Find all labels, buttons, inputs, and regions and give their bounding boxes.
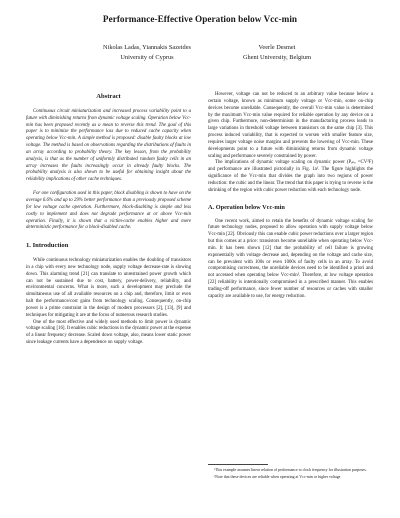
author-affiliation: University of Cyprus — [120, 54, 174, 61]
body-paragraph: One recent work, aimed to retain the benefits of dynamic voltage scaling for future technology nodes, proposed to allow operation with supply voltage below Vcc-min [22]. Obviously this can enable cubic power reductions over a larger region but this comes at a price: transistors become unreliable when operating below Vcc-min. It has been shown [12] that the probability of cell failure is growing exponentially with voltage decrease and, depending on the voltage and cache size, can be prevalent with 100s or even 1000s of faulty cells in an array. To avoid compromising correctness, the unreliable devices need to be identified a priori and not accessed when operating below Vcc-min². Therefore, at low voltage operation [22] reliability is intentionally compromised in a prescribed manner. This enables trading-off performance, since fewer number of resources or caches with smaller capacity are available to use, for energy reduction. — [208, 218, 373, 299]
right-column-body — [208, 92, 373, 195]
abstract-heading: Abstract — [96, 93, 121, 100]
paper-title: Performance-Effective Operation below Vcc-min — [102, 14, 298, 24]
footnote-divider — [208, 464, 268, 465]
abstract-paragraph: Continuous circuit miniaturization and increased process variability point to a future with diminishing returns from dynamic voltage scaling. Operation below Vcc-min has been proposed recently as a mean to reverse this trend. The goal of this paper is to minimize the performance loss due to reduced cache capacity when operating below Vcc-min. A simple method is proposed: disable faulty blocks at low voltage. The method is based on observations regarding the distributions of faults in an array according to probability theory. The key lesson, from the probability analysis, is that as the number of uniformly distributed random faulty cells in an array increases the faults increasingly occur in already faulty blocks. The probability analysis is also shown to be useful for obtaining insight about the reliability implications of other cache techniques. — [26, 108, 191, 183]
abstract-paragraph: For one configuration used in this paper, block disabling is shown to have on the average 6.6% and up to 29% better performance than a previously proposed scheme for low voltage cache operation. Furthermore, block-disabling is simple and less costly to implement and does not degrade performance at or above Vcc-min operation. Finally, it is shown that a victim-cache enables higher and more deterministic performance for a block-disabled cache. — [26, 191, 191, 231]
footnote: ²Note that these devices are reliable when operating at Vcc-min or higher voltage — [214, 474, 341, 479]
author-block-ghent — [222, 43, 332, 63]
footnotes — [208, 464, 373, 481]
intro-paragraph: One of the most effective and widely used methods to limit power is dynamic voltage scaling [16]. It enables cubic reductions in the dynamic power at the expense of a linear frequency decrease. Scaled down voltage, also, means lower static power since leakage currents have a dependence on supply voltage. — [26, 319, 191, 346]
intro-paragraph: While continuous technology miniaturization enables the doubling of transistors in a chip with every new technology node, supply voltage decrease-rate is slowing down. This alarming trend [21] can translate to unrestrained power growth which can not be sustained due to cost, battery, power-delivery, reliability, and environmental concerns. What is more, such a development may preclude the simultaneous use of all available resources on a chip and, therefore, limit or even halt the performance/cost gains from technology scaling. Consequently, on-chip power is a prime constraint in the design of modern processors [2], [13], [9] and techniques for mitigating it are at the focus of numerous research studies. — [26, 258, 191, 318]
subsection-body — [208, 219, 373, 301]
right-column — [208, 92, 373, 301]
subsection-heading: A. Operation below Vcc-min — [208, 203, 285, 211]
introduction-body — [26, 258, 191, 347]
author-affiliation: Ghent University, Belgium — [243, 54, 311, 61]
body-paragraph: The implications of dynamic voltage scaling on dynamic power (Pₑₙₑ =CV²F) and performance are illustrated pictorially in Fig. 1a¹. The figure highlights the significance of the Vcc-min that divides the graph into two regions of power reduction: the cubic and the linear. The trend that this paper is trying to reverse is the shrinking of the region with cubic power reduction with each technology node. — [208, 160, 373, 193]
author-names: Nikolas Ladas, Yiannakis Sazeides — [103, 44, 191, 51]
author-block-cyprus — [92, 43, 202, 63]
section-heading-introduction: 1. Introduction — [26, 242, 69, 250]
author-names: Veerle Desmet — [258, 44, 296, 51]
abstract-body — [26, 109, 191, 232]
footnote: ¹This example assumes linear relation of performance to clock frequency for illustration purposes. — [214, 468, 367, 472]
left-column — [26, 92, 191, 347]
body-paragraph: However, voltage can not be reduced to an arbitrary value because below a certain voltage, known as minimum supply voltage or Vcc-min, some on-chip devices become unreliable. Consequently, the overall Vcc-min value is determined by the maximum Vcc-min value required for reliable operation by any device on a given chip. Furthermore, non-determinism in the manufacturing process leads to large variations in threshold voltage between transistors on the same chip [3]. This process induced variability, that is expected to worsen with smaller feature size, requires larger voltage noise margins and prevents the lowering of Vcc-min. These developments point to a future with diminishing returns from dynamic voltage scaling and performance severely constrained by power. — [208, 92, 373, 159]
